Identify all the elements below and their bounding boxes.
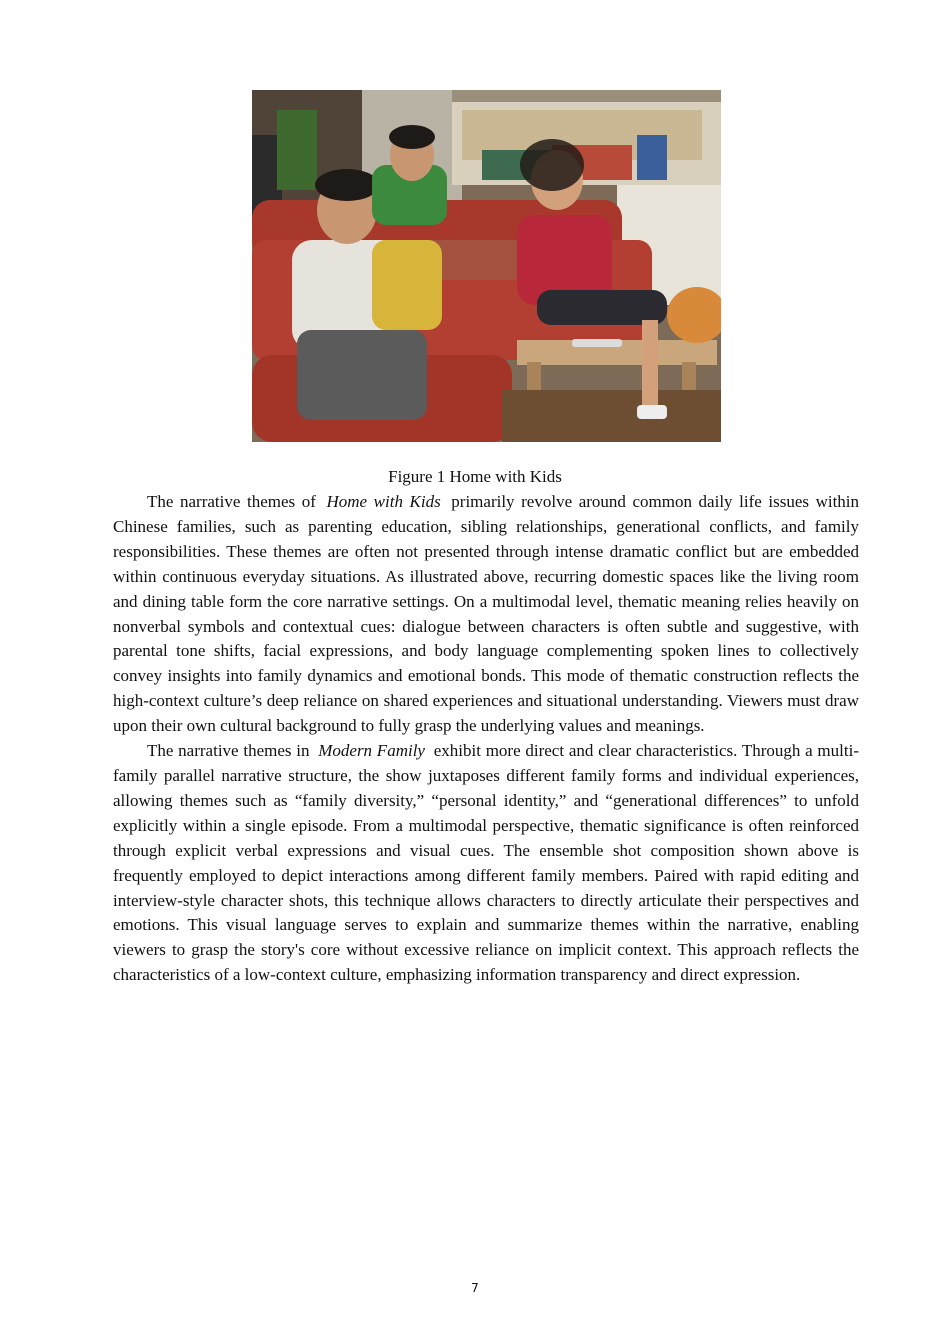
body-text <box>113 490 859 988</box>
paragraph-1-before: The narrative themes of <box>147 492 323 511</box>
paragraph-1-after: primarily revolve around common daily life issues within Chinese families, such as parenting education, sibling relationships, generational conflicts, and family responsibilities. These themes are often not presented through intense dramatic conflict but are embedded within continuous everyday situations. As illustrated above, recurring domestic spaces like the living room and dining table form the core narrative settings. On a multimodal level, thematic meaning relies heavily on nonverbal symbols and contextual cues: dialogue between characters is often subtle and suggestive, with parental tone shifts, facial expressions, and body language complementing spoken lines to collectively convey insights into family dynamics and emotional bonds. This mode of thematic construction reflects the high-context culture’s deep reliance on shared experiences and situational understanding. Viewers must draw upon their own cultural background to fully grasp the underlying values and meanings. <box>113 492 860 736</box>
paragraph-2-title: Modern Family <box>318 741 425 761</box>
figure-photo <box>252 90 721 442</box>
paragraph-2-before: The narrative themes in <box>147 741 315 761</box>
paragraph-2 <box>113 739 859 988</box>
home-with-kids-photo <box>252 90 721 442</box>
page-number: 7 <box>471 1281 479 1295</box>
paragraph-1 <box>113 490 859 739</box>
paragraph-1-title: Home with Kids <box>326 492 441 511</box>
paragraph-2-after: exhibit more direct and clear characteristics. Through a multi-family parallel narrative structure, the show juxtaposes different family forms and individual experiences, allowing themes such as “family diversity,” “personal identity,” and “generational differences” to unfold explicitly within a single episode. From a multimodal perspective, thematic significance is often reinforced through explicit verbal expressions and visual cues. The ensemble shot composition shown above is frequently employed to depict interactions among different family members. Paired with rapid editing and interview-style character shots, this technique allows characters to directly articulate their perspectives and emotions. This visual language serves to explain and summarize themes within the narrative, enabling viewers to grasp the story's core without excessive reliance on implicit context. This approach reflects the characteristics of a low-context culture, emphasizing information transparency and direct expression. <box>113 741 859 985</box>
figure-caption: Figure 1 Home with Kids <box>388 467 562 486</box>
